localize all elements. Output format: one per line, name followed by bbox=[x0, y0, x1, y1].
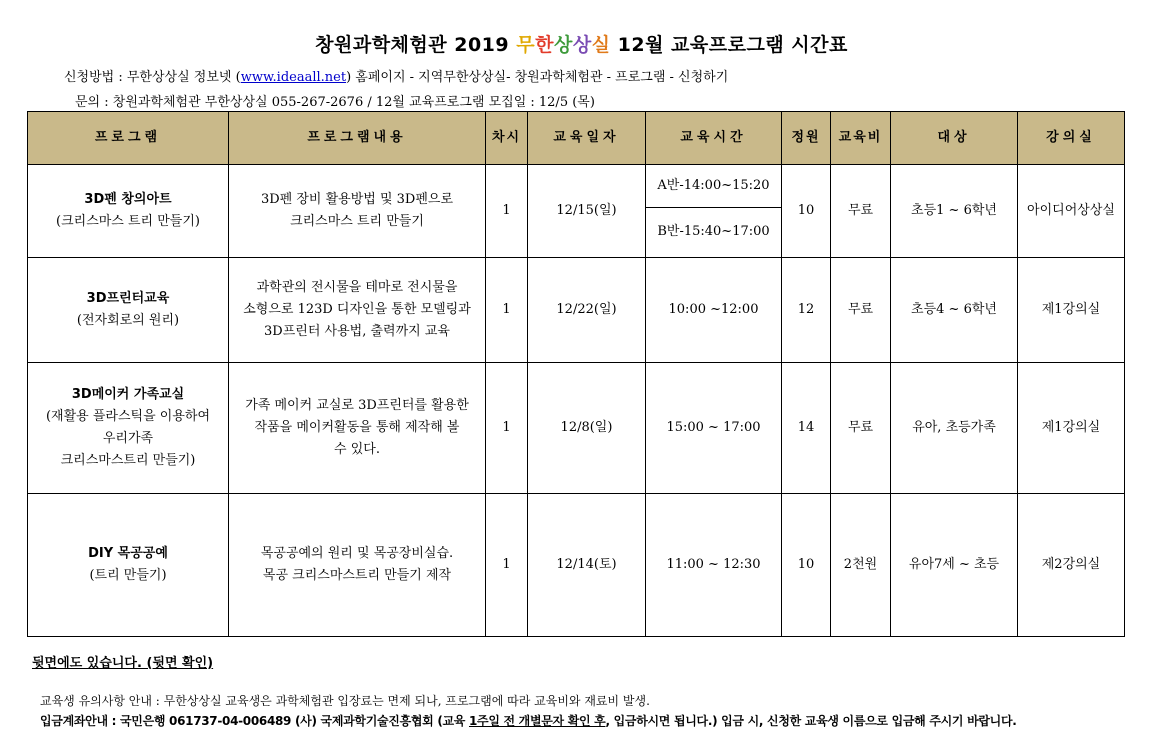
program-subtitle: (크리스마스 트리 만들기) bbox=[56, 214, 200, 229]
title-suffix: 12월 교육프로그램 시간표 bbox=[610, 34, 848, 56]
fee-cell: 무료 bbox=[831, 363, 891, 494]
capacity-cell: 10 bbox=[782, 494, 831, 637]
header-target: 대상 bbox=[891, 112, 1018, 165]
content-line: 3D펜 장비 활용방법 및 3D펜으로 bbox=[260, 192, 454, 207]
brand-char-5: 실 bbox=[591, 34, 611, 56]
table-row bbox=[28, 165, 1125, 208]
caution-note: 교육생 유의사항 안내 : 무한상상실 교육생은 과학체험관 입장료는 면제 되나, 프로그램에 따라 교육비와 재료비 발생. bbox=[40, 694, 650, 708]
content-cell bbox=[229, 258, 486, 363]
content-cell bbox=[229, 363, 486, 494]
program-name: 3D메이커 가족교실 bbox=[71, 387, 185, 402]
target-cell: 유아7세 ~ 초등 bbox=[891, 494, 1018, 637]
brand-char-1: 무 bbox=[516, 34, 536, 56]
header-capacity: 정원 bbox=[782, 112, 831, 165]
header-session: 차시 bbox=[486, 112, 528, 165]
content-line: 수 있다. bbox=[334, 442, 380, 457]
brand-char-3: 상 bbox=[553, 34, 573, 56]
account-note bbox=[40, 712, 1017, 729]
content-line: 크리스마스 트리 만들기 bbox=[290, 214, 424, 229]
header-program: 프로그램 bbox=[28, 112, 229, 165]
schedule-table bbox=[27, 111, 1125, 637]
account-prefix: 입금계좌안내 : 국민은행 061737-04-006489 (사) 국제과학기술진흥협회 (교육 bbox=[40, 714, 469, 728]
capacity-cell: 10 bbox=[782, 165, 831, 258]
content-line: 목공공예의 원리 및 목공장비실습. bbox=[260, 546, 454, 561]
session-cell: 1 bbox=[486, 494, 528, 637]
application-method-suffix: ) 홈페이지 - 지역무한상상실- 창원과학체험관 - 프로그램 - 신청하기 bbox=[346, 70, 729, 85]
program-subtitle: (트리 만들기) bbox=[89, 568, 167, 583]
content-line: 목공 크리스마스트리 만들기 제작 bbox=[262, 568, 452, 583]
date-cell: 12/8(일) bbox=[528, 363, 646, 494]
header-fee: 교육비 bbox=[831, 112, 891, 165]
fee-cell: 무료 bbox=[831, 165, 891, 258]
time-cell: 15:00 ~ 17:00 bbox=[646, 363, 782, 494]
content-cell bbox=[229, 165, 486, 258]
header-content: 프로그램내용 bbox=[229, 112, 486, 165]
brand-char-2: 한 bbox=[535, 34, 554, 56]
website-link[interactable]: www.ideaall.net bbox=[240, 70, 347, 85]
room-cell: 제1강의실 bbox=[1018, 363, 1125, 494]
session-cell: 1 bbox=[486, 363, 528, 494]
program-name: 3D프린터교육 bbox=[86, 291, 170, 306]
program-name: DIY 목공공예 bbox=[88, 546, 168, 561]
content-line: 소형으로 123D 디자인을 통한 모델링과 bbox=[243, 302, 471, 317]
application-method-prefix: 신청방법 : 무한상상실 정보넷 ( bbox=[64, 70, 241, 85]
time-cell-a: A반-14:00~15:20 bbox=[646, 165, 782, 208]
room-cell: 제1강의실 bbox=[1018, 258, 1125, 363]
room-cell: 아이디어상상실 bbox=[1018, 165, 1125, 258]
target-cell: 초등1 ~ 6학년 bbox=[891, 165, 1018, 258]
capacity-cell: 14 bbox=[782, 363, 831, 494]
table-row bbox=[28, 494, 1125, 637]
back-page-note: 뒷면에도 있습니다. (뒷면 확인) bbox=[32, 656, 214, 671]
content-line: 과학관의 전시물을 테마로 전시물을 bbox=[256, 280, 458, 295]
header-room: 강의실 bbox=[1018, 112, 1125, 165]
brand-char-4: 상 bbox=[572, 34, 592, 56]
content-line: 가족 메이커 교실로 3D프린터를 활용한 bbox=[245, 398, 469, 413]
session-cell: 1 bbox=[486, 165, 528, 258]
title-prefix: 창원과학체험관 2019 bbox=[315, 34, 517, 56]
time-cell: 10:00 ~12:00 bbox=[646, 258, 782, 363]
account-suffix: , 입금하시면 됩니다.) 입금 시, 신청한 교육생 이름으로 입금해 주시기 바랍니다. bbox=[605, 714, 1017, 728]
capacity-cell: 12 bbox=[782, 258, 831, 363]
content-line: 3D프린터 사용법, 출력까지 교육 bbox=[264, 324, 450, 339]
target-cell: 유아, 초등가족 bbox=[891, 363, 1018, 494]
fee-cell: 2천원 bbox=[831, 494, 891, 637]
contact-info: 문의 : 창원과학체험관 무한상상실 055-267-2676 / 12월 교육프로그램 모집일 : 12/5 (목) bbox=[75, 95, 595, 110]
target-cell: 초등4 ~ 6학년 bbox=[891, 258, 1018, 363]
page-title bbox=[0, 30, 1163, 57]
fee-cell: 무료 bbox=[831, 258, 891, 363]
application-method bbox=[64, 66, 728, 85]
program-cell bbox=[28, 494, 229, 637]
date-cell: 12/22(일) bbox=[528, 258, 646, 363]
date-cell: 12/14(토) bbox=[528, 494, 646, 637]
program-cell bbox=[28, 258, 229, 363]
program-subtitle: (전자회로의 원리) bbox=[76, 313, 180, 328]
table-row bbox=[28, 363, 1125, 494]
date-cell: 12/15(일) bbox=[528, 165, 646, 258]
program-subtitle: 우리가족 bbox=[102, 431, 154, 446]
content-line: 작품을 메이커활동을 통해 제작해 볼 bbox=[254, 420, 460, 435]
content-cell bbox=[229, 494, 486, 637]
program-cell bbox=[28, 363, 229, 494]
session-cell: 1 bbox=[486, 258, 528, 363]
table-header-row bbox=[28, 112, 1125, 165]
room-cell: 제2강의실 bbox=[1018, 494, 1125, 637]
program-subtitle: (재활용 플라스틱을 이용하여 bbox=[45, 409, 211, 424]
time-cell: 11:00 ~ 12:30 bbox=[646, 494, 782, 637]
account-underlined: 1주일 전 개별문자 확인 후 bbox=[468, 714, 606, 728]
header-time: 교육시간 bbox=[646, 112, 782, 165]
time-cell-b: B반-15:40~17:00 bbox=[646, 207, 782, 257]
header-date: 교육일자 bbox=[528, 112, 646, 165]
program-subtitle: 크리스마스트리 만들기) bbox=[60, 453, 196, 468]
program-cell bbox=[28, 165, 229, 258]
program-name: 3D펜 창의아트 bbox=[84, 192, 172, 207]
table-row bbox=[28, 258, 1125, 363]
